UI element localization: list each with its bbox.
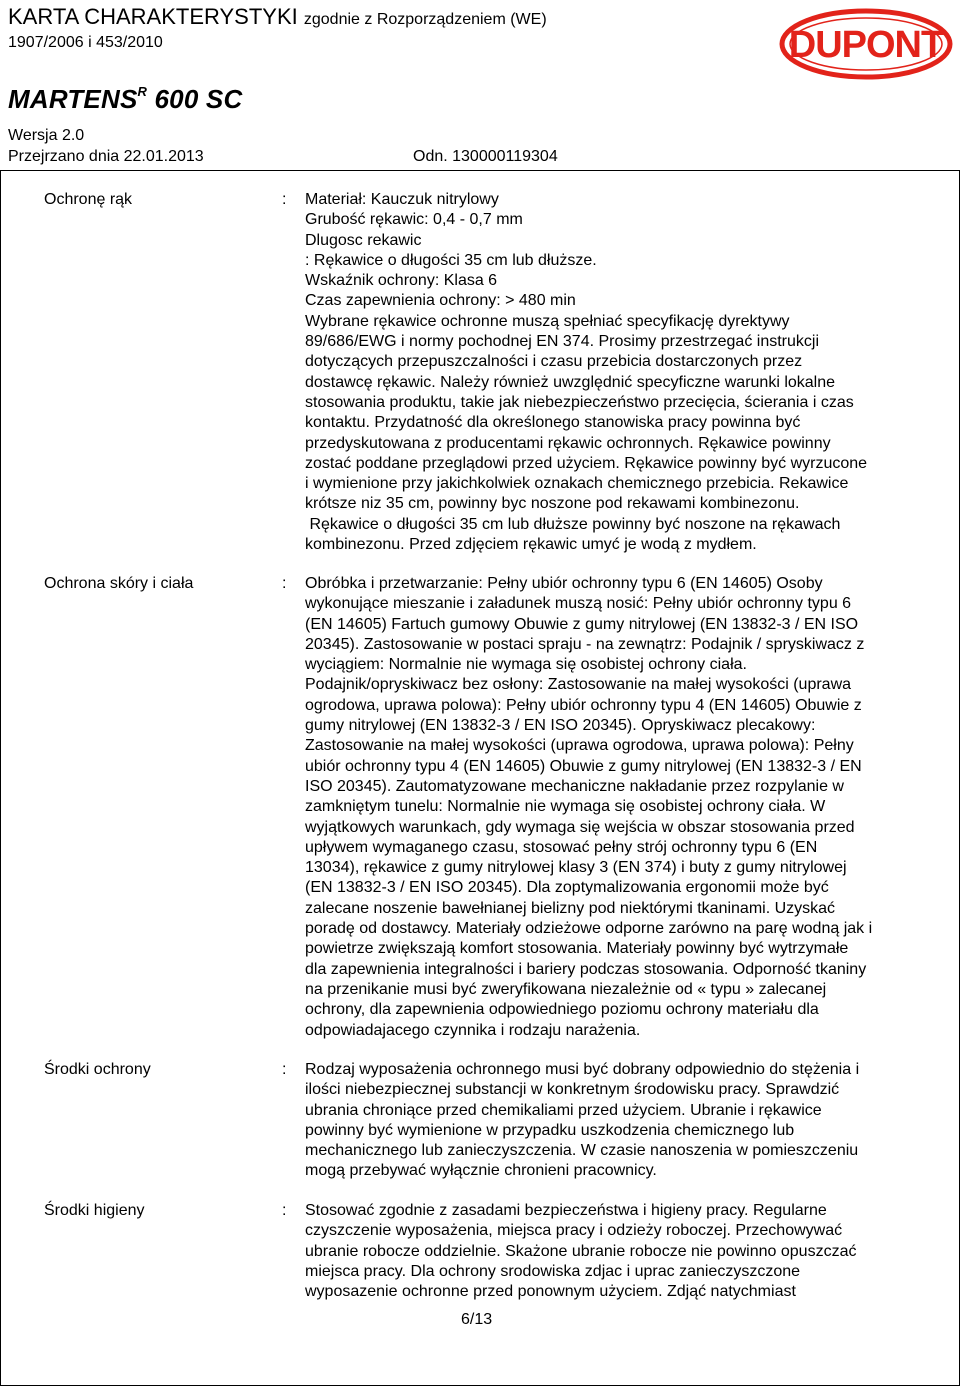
section-content <box>305 574 930 1041</box>
document-title <box>8 4 547 33</box>
content-line: Podajnik/opryskiwacz bez osłony: Zastosowanie na małej wysokości (uprawa <box>305 676 852 694</box>
content-line: dostawcę rękawic. Należy również uwzględnić specyficzne warunki lokalne <box>305 373 836 391</box>
content-line: zalecane noszenie bawełnianej bielizny pod niektórymi tkaninami. Uzyskać <box>305 899 836 917</box>
section-colon: : <box>282 191 287 208</box>
content-line: kombinezonu. Przed zdjęciem rękawic umyć je wodą z mydłem. <box>305 536 757 554</box>
content-line: przedyskutowana z producentami rękawic ochronnych. Rękawice powinny <box>305 434 831 452</box>
content-line: ochrony, dla zapewnienia odpowiedniego poziomu ochrony materiału dla <box>305 1001 819 1019</box>
section-label: Środki ochrony <box>44 1061 151 1078</box>
product-brand: MARTENS <box>8 84 138 114</box>
content-line: poradę od dostawcy. Materiały odzieżowe odporne zarówno na parę wodną jak i <box>305 920 873 938</box>
content-line: kontaktu. Przydatność dla określonego stanowiska pracy powinna być <box>305 414 801 432</box>
content-line: Grubość rękawic: 0,4 - 0,7 mm <box>305 211 523 229</box>
section-content <box>305 190 930 555</box>
product-name <box>8 84 242 115</box>
section-content <box>305 1060 930 1182</box>
content-line: 13034), rękawice z gumy nitrylowej klasy 3 (EN 374) i buty z gumy nitrylowej <box>305 859 847 877</box>
section-label: Ochronę rąk <box>44 191 133 208</box>
content-line: ogrodowa, uprawa polowa): Pełny ubiór ochronny typu 4 (EN 14605) Obuwie z <box>305 696 862 714</box>
document-header <box>8 4 547 52</box>
content-line: Czas zapewnienia ochrony: > 480 min <box>305 292 576 310</box>
product-code: 600 SC <box>154 84 243 114</box>
content-line: odpowiadajacego czynnika i rodzaju narażenia. <box>305 1021 641 1039</box>
content-line: Materiał: Kauczuk nitrylowy <box>305 191 499 208</box>
registered-mark: R <box>137 84 148 99</box>
content-line: dotyczących przepuszczalności i czasu przebicia dostarczonych przez <box>305 353 803 371</box>
content-line: 89/686/EWG i normy pochodnej EN 374. Prosimy przestrzegać instrukcji <box>305 333 819 351</box>
content-line: mogą przebywać wyłącznie chronieni pracownicy. <box>305 1162 657 1180</box>
title-sub: zgodnie z Rozporządzeniem (WE) <box>303 11 547 28</box>
content-line: ubiór ochronny typu 4 (EN 14605) Obuwie z gumy nitrylowej (EN 13832-3 / EN <box>305 757 862 775</box>
content-line: miejsca pracy. Dla ochrony srodowiska zdjac i uprac zanieczyszczone <box>305 1262 801 1280</box>
content-line: wykonujące mieszanie i załadunek muszą nosić: Pełny ubiór ochronny typu 6 <box>305 595 852 613</box>
title-main: KARTA CHARAKTERYSTYKI <box>8 4 298 29</box>
dupont-logo <box>778 7 954 81</box>
content-line: Obróbka i przetwarzanie: Pełny ubiór ochronny typu 6 (EN 14605) Osoby <box>305 575 823 592</box>
content-line: zamkniętym tunelu: Normalnie nie wymaga się osobistej ochrony ciała. W <box>305 798 826 816</box>
content-line: ubranie robocze oddzielnie. Skażone ubranie robocze nie powinno opuszczać <box>305 1242 857 1260</box>
content-line: wyciągiem: Normalnie nie wymaga się osobistej ochrony ciała. <box>305 656 747 674</box>
content-line: Stosować zgodnie z zasadami bezpieczeństwa i higieny pracy. Regularne <box>305 1202 827 1219</box>
content-line: mechanicznego lub zanieczyszczenia. W czasie nanoszenia w pomieszczeniu <box>305 1142 859 1160</box>
content-line: stosowania produktu, takie jak niebezpieczeństwo przecięcia, ścierania i czas <box>305 393 854 411</box>
section-label: Środki higieny <box>44 1202 145 1219</box>
content-line: Dlugosc rekawic <box>305 231 422 249</box>
section-colon: : <box>282 1061 287 1078</box>
document-number: Odn. 130000119304 <box>413 148 558 165</box>
revision-date: Przejrzano dnia 22.01.2013 <box>8 148 204 165</box>
content-line: Wybrane rękawice ochronne muszą spełniać specyfikację dyrektywy <box>305 312 790 330</box>
content-line: : Rękawice o długości 35 cm lub dłuższe. <box>305 251 597 269</box>
content-line: Zastosowanie na małej wysokości (uprawa ogrodowa, uprawa polowa): Pełny <box>305 737 854 755</box>
content-line: krótsze niz 35 cm, powinny byc noszone pod rekawami kombinezonu. <box>305 495 800 513</box>
content-line: Wskaźnik ochrony: Klasa 6 <box>305 272 498 290</box>
content-line: powietrze zwiększają komfort stosowania. Materiały powinny być wytrzymałe <box>305 940 849 958</box>
content-line: powinny być wymienione w przypadku uszkodzenia chemicznego lub <box>305 1121 795 1139</box>
version: Wersja 2.0 <box>8 127 85 144</box>
content-line: ubrania chroniące przed chemikaliami przed użyciem. Ubranie i rękawice <box>305 1101 822 1119</box>
content-line: upływem wymaganego czasu, stosować pełny strój ochronny typu 6 (EN <box>305 838 818 856</box>
content-line: zostać poddane przeglądowi przed użyciem. Rękawice powinny być wyrzucone <box>305 454 868 472</box>
content-line: gumy nitrylowej (EN 13832-3 / EN ISO 20345). Opryskiwacz plecakowy: <box>305 717 816 735</box>
page-border-left <box>0 170 1 1386</box>
section-colon: : <box>282 575 287 592</box>
section-colon: : <box>282 1202 287 1219</box>
section-label: Ochrona skóry i ciała <box>44 575 194 592</box>
content-line: ISO 20345). Zautomatyzowane mechaniczne nakładanie przez rozpylanie w <box>305 777 844 795</box>
section-content <box>305 1201 930 1302</box>
content-line: Rodzaj wyposażenia ochronnego musi być dobrany odpowiednio do stężenia i <box>305 1061 860 1078</box>
content-line: 20345). Zastosowanie w postaci spraju - na zewnątrz: Podajnik / spryskiwacz z <box>305 635 865 653</box>
page-number: 6/13 <box>461 1311 493 1328</box>
content-line: wyjątkowych warunkach, gdy wymaga się wejścia w obszar stosowania przed <box>305 818 855 836</box>
regulation-ref: 1907/2006 i 453/2010 <box>8 34 163 51</box>
content-line: czyszczenie wyposażenia, miejsca pracy i odzieży roboczej. Przechowywać <box>305 1222 843 1240</box>
content-line: na przenikanie musi być zweryfikowana niezależnie od « typu » zalecanej <box>305 980 827 998</box>
content-line: dla zapewnienia integralności i bariery podczas stosowania. Odporność tkaniny <box>305 960 867 978</box>
content-line: Rękawice o długości 35 cm lub dłuższe powinny być noszone na rękawach <box>305 515 841 533</box>
content-line: ilości niebezpiecznej substancji w konkretnym środowisku pracy. Sprawdzić <box>305 1081 840 1099</box>
content-line: (EN 13832-3 / EN ISO 20345). Dla zoptymalizowania ergonomii może być <box>305 879 829 897</box>
content-line: i wymienione przy jakichkolwiek oznakach chemicznego przebicia. Rekawice <box>305 475 849 493</box>
content-line: wyposazenie ochronne przed ponownym użyciem. Zdjąć natychmiast <box>305 1283 796 1301</box>
content-line: (EN 14605) Fartuch gumowy Obuwie z gumy nitrylowej (EN 13832-3 / EN ISO <box>305 615 859 633</box>
header-divider <box>0 170 960 171</box>
logo-text: DUPONT <box>788 24 944 66</box>
